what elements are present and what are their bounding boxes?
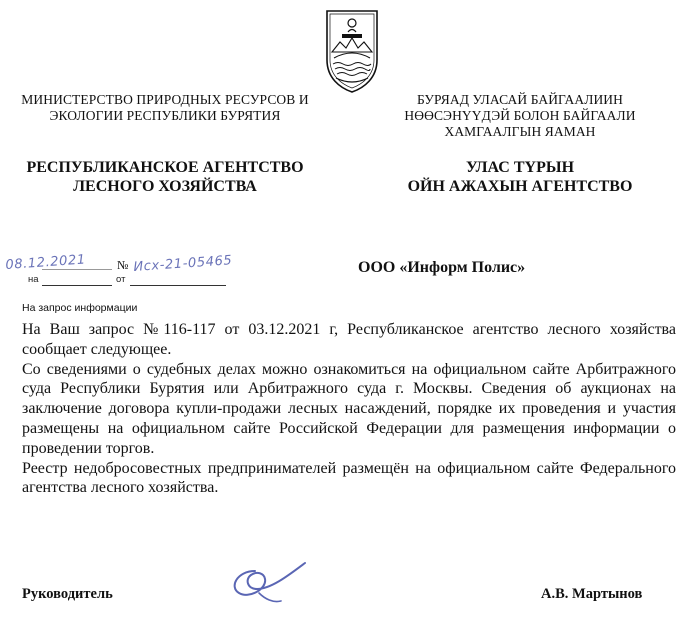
body-paragraph: Реестр недобросовестных предпринимателей размещён на официальном сайте Федерального агентства лесного хозяйства.	[22, 459, 676, 497]
ministry-bua-line-2: НӨӨСЭНҮҮДЭЙ БОЛОН БАЙГААЛИ	[404, 108, 636, 123]
agency-name-ru	[0, 158, 330, 196]
ministry-name-bua	[360, 92, 680, 140]
agency-name-bua	[360, 158, 680, 196]
on-label: на	[28, 274, 39, 285]
number-sign: №	[117, 258, 129, 272]
registration-block	[4, 250, 336, 290]
subject-line: На запрос информации	[22, 302, 138, 314]
ministry-bua-line-3: ХАМГААЛГЫН ЯАМАН	[444, 124, 596, 139]
ministry-ru-line-1: МИНИСТЕРСТВО ПРИРОДНЫХ РЕСУРСОВ И	[21, 92, 309, 107]
from-underline	[130, 285, 226, 286]
from-label: от	[116, 274, 126, 285]
on-underline	[42, 285, 112, 286]
emblem-icon	[324, 8, 380, 94]
agency-ru-line-2: ЛЕСНОГО ХОЗЯЙСТВА	[73, 178, 257, 195]
letter-body	[22, 320, 676, 498]
registration-date-handwritten: 08.12.2021	[4, 252, 87, 273]
registration-number-handwritten: Исх-21-05465	[132, 253, 233, 275]
ministry-bua-line-1: БУРЯАД УЛАСАЙ БАЙГААЛИИН	[416, 92, 623, 107]
body-paragraph: Со сведениями о судебных делах можно ознакомиться на официальном сайте Арбитражного суда Республики Бурятия или Арбитражного суда г. Москвы. Сведения об аукционах на заключение договора купли-продажи лесных насаждений, порядке их проведения и участия размещены на официальном сайте Российской Федерации для размещения информации о проведении торгов.	[22, 360, 676, 457]
agency-bua-line-2: ОЙН АЖАХЫН АГЕНТСТВО	[407, 178, 633, 195]
ministry-ru-line-2: ЭКОЛОГИИ РЕСПУБЛИКИ БУРЯТИЯ	[49, 108, 281, 123]
signer-name: А.В. Мартынов	[541, 586, 643, 602]
signer-title: Руководитель	[22, 586, 113, 602]
ministry-name-ru	[0, 92, 330, 124]
agency-bua-line-1: УЛАС ТҮРЫН	[465, 159, 575, 176]
agency-ru-line-1: РЕСПУБЛИКАНСКОЕ АГЕНТСТВО	[26, 159, 304, 176]
date-underline	[42, 269, 112, 270]
handwritten-signature-icon	[215, 553, 310, 613]
recipient: ООО «Информ Полис»	[358, 259, 526, 276]
body-paragraph: На Ваш запрос №116-117 от 03.12.2021 г, Республиканское агентство лесного хозяйства сообщает следующее.	[22, 321, 676, 358]
